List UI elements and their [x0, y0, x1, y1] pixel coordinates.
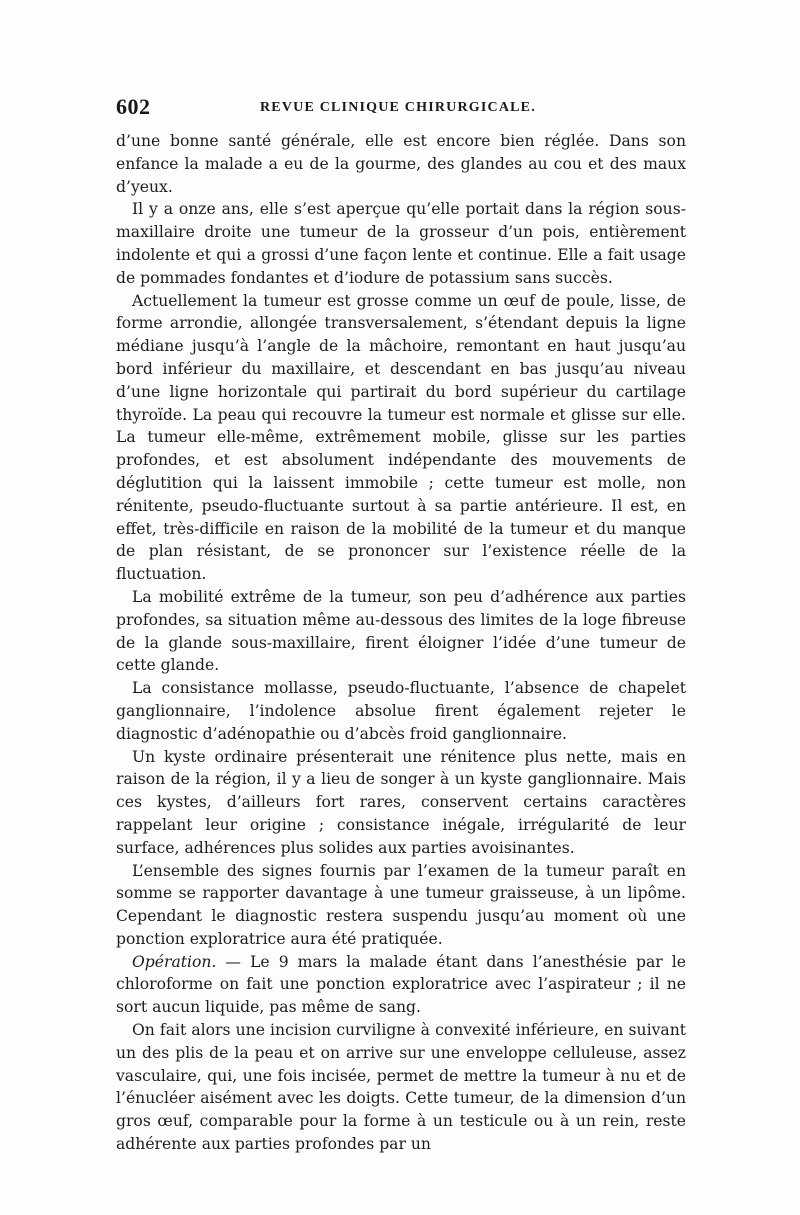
paragraph-mobility: La mobilité extrême de la tumeur, son peu d’adhérence aux parties profondes, sa situation même au-dessous des limites de la loge fibreuse de la glande sous-maxillaire, firent éloigner l’idée d’une tumeur de cette glande.: [116, 587, 686, 675]
page-number: 602: [116, 94, 151, 119]
running-head: [116, 94, 686, 124]
paragraph-continuation: d’une bonne santé générale, elle est encore bien réglée. Dans son enfance la malade a eu de la gourme, des glandes au cou et des maux d’yeux.: [116, 132, 686, 196]
journal-title: REVUE CLINIQUE CHIRURGICALE.: [260, 100, 536, 115]
paragraph-diagnosis: L’ensemble des signes fournis par l’examen de la tumeur paraît en somme se rapporter davantage à une tumeur graisseuse, à un lipôme. Cependant le diagnostic restera suspendu jusqu’au moment où une ponction exploratrice aura été pratiquée.: [116, 861, 686, 948]
paragraph-cyst: Un kyste ordinaire présenterait une rénitence plus nette, mais en raison de la région, il y a lieu de songer à un kyste ganglionnaire. Mais ces kystes, d’ailleurs fort rares, conservent certains caractères rappelant leur origine ; consistance inégale, irrégularité de leur surface, adhérences plus solides aux parties avoisinantes.: [116, 747, 686, 857]
paragraph-incision: On fait alors une incision curviligne à convexité inférieure, en suivant un des plis de la peau et on arrive sur une enveloppe celluleuse, assez vasculaire, qui, une fois incisée, permet de mettre la tumeur à nu et de l’énucléer aisément avec les doigts. Cette tumeur, de la dimension d’un gros œuf, comparable pour la forme à un testicule ou à un rein, reste adhérente aux parties profondes par un: [116, 1021, 686, 1154]
paragraph-history: Il y a onze ans, elle s’est aperçue qu’elle portait dans la région sous-maxillaire droite une tumeur de la grosseur d’un pois, entièrement indolente et qui a grossi d’une façon lente et continue. Elle a fait usage de pommades fondantes et d’iodure de potassium sans succès.: [116, 200, 686, 287]
operation-heading: Opération.: [132, 952, 217, 971]
body-text: [116, 130, 686, 1156]
paragraph-examination: Actuellement la tumeur est grosse comme un œuf de poule, lisse, de forme arrondie, allongée transversalement, s’étendant depuis la ligne médiane jusqu’à l’angle de la mâchoire, remontant en haut jusqu’au bord inférieur du maxillaire, et descendant en bas jusqu’au niveau d’une ligne horizontale qui partirait du bord supérieur du cartilage thyroïde. La peau qui recouvre la tumeur est normale et glisse sur elle. La tumeur elle-même, extrêmement mobile, glisse sur les parties profondes, et est absolument indépendante des mouvements de déglutition qui la laissent immobile ; cette tumeur est molle, non rénitente, pseudo-fluctuante surtout à sa partie antérieure. Il est, en effet, très-difficile en raison de la mobilité de la tumeur et du manque de plan résistant, de se prononcer sur l’existence réelle de la fluctuation.: [116, 291, 686, 584]
paragraph-operation: Opération. — Le 9 mars la malade étant dans l’anesthésie par le chloroforme on fait une ponction exploratrice avec l’aspirateur ; il ne sort aucun liquide, pas même de sang.: [116, 952, 686, 1017]
paragraph-consistency: La consistance mollasse, pseudo-fluctuante, l’absence de chapelet ganglionnaire, l’indolence absolue firent également rejeter le diagnostic d’adénopathie ou d’abcès froid ganglionnaire.: [116, 679, 686, 743]
